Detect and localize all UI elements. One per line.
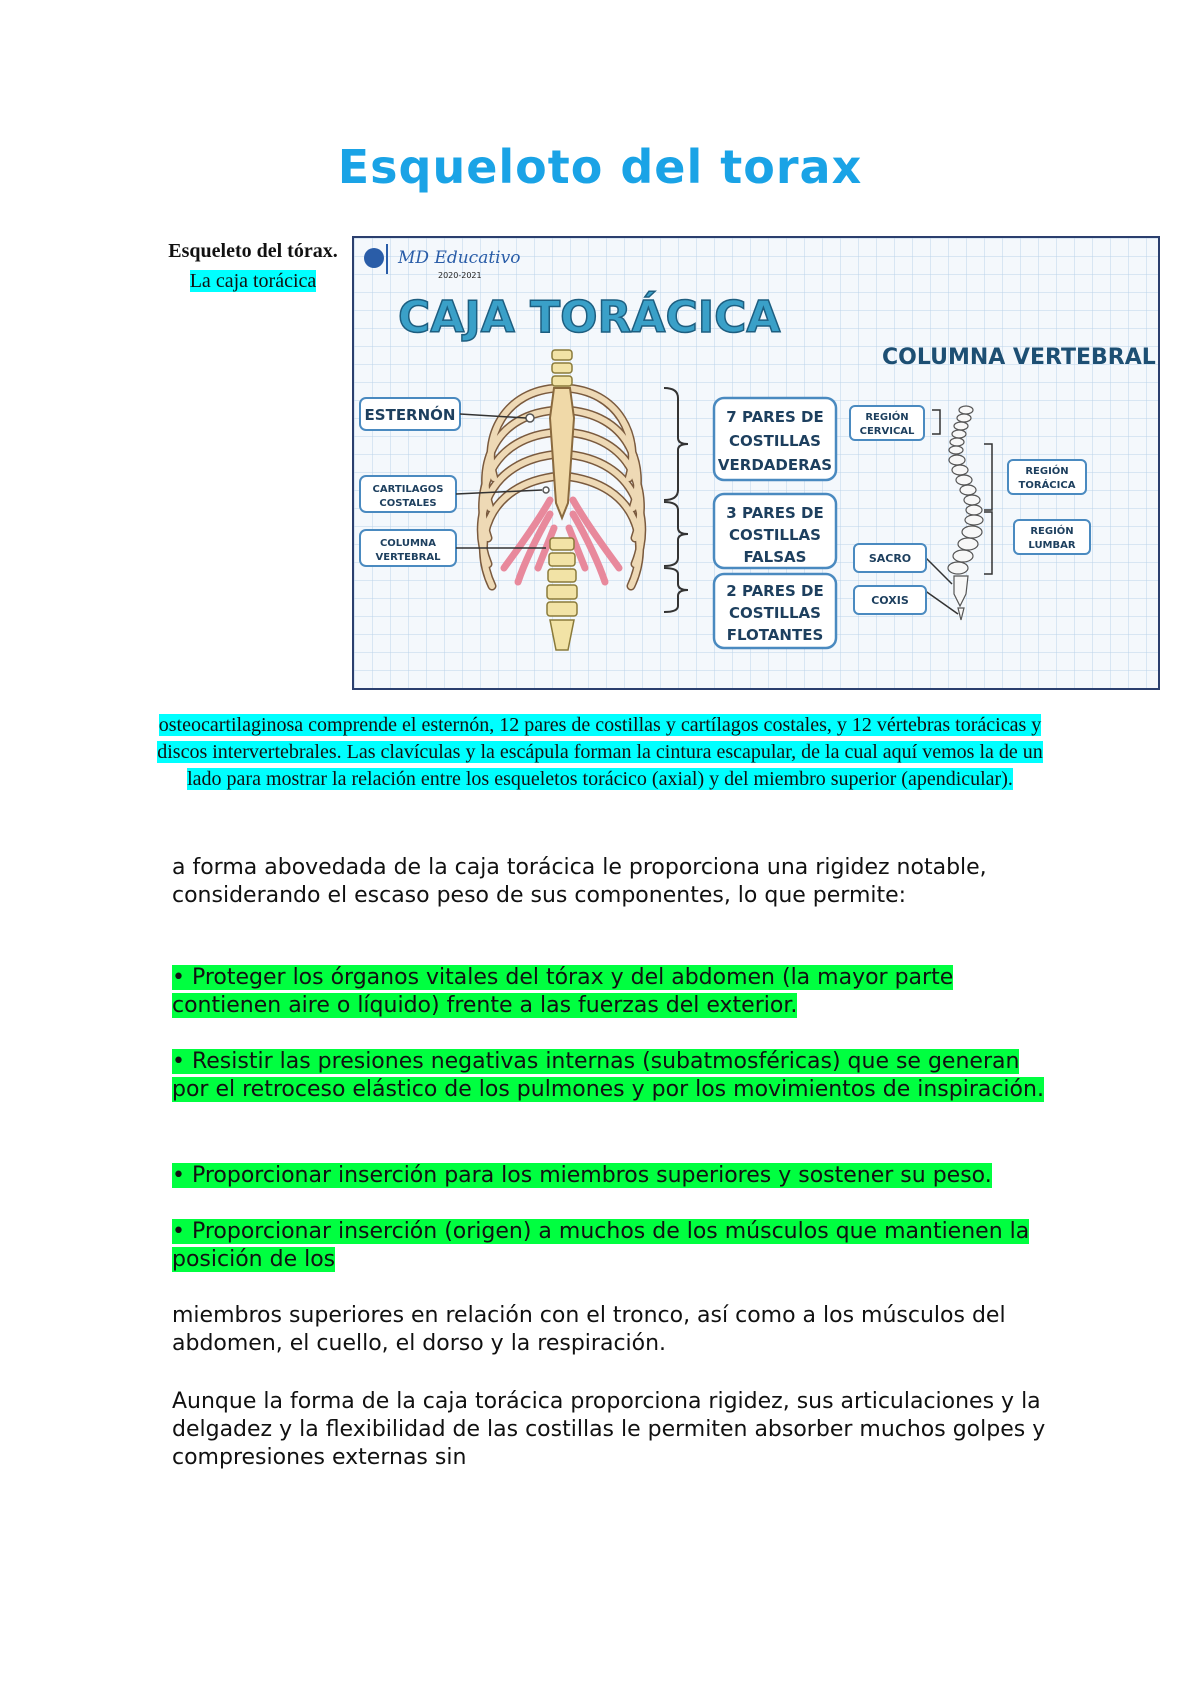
falsas-label-1: 3 PARES DE [726,504,824,522]
cartilagos-label-2: COSTALES [379,498,437,509]
flotantes-label-3: FLOTANTES [726,626,824,644]
closing-paragraph [172,1388,1052,1472]
rib-cage-infographic [352,236,1160,690]
lumbar-label-2: LUMBAR [1028,540,1076,551]
page-title: Esqueloto del torax [337,140,863,194]
continuation-paragraph [172,1302,1052,1358]
sacro-label: SACRO [868,552,912,565]
coxis-label: COXIS [871,594,909,607]
continuation-text: miembros superiores en relación con el tronco, así como a los músculos del abdomen, el cuello, el dorso y la respiración. [172,1303,1006,1356]
side-caption-highlight: La caja torácica [189,270,317,292]
figure-caption [150,712,1050,793]
verdaderas-label-1: 7 PARES DE [726,408,824,426]
bullet-1-text: • Proteger los órganos vitales del tórax y del abdomen (la mayor parte contienen aire o líquido) frente a las fuerzas del exterior. [172,965,954,1018]
intro-text: a forma abovedada de la caja torácica le proporciona una rigidez notable, considerando el escaso peso de sus componentes, lo que permite: [172,855,987,908]
columna-label-2: VERTEBRAL [375,552,441,563]
flotantes-label-2: COSTILLAS [729,604,821,622]
side-caption [168,236,338,296]
esternon-label: ESTERNÓN [364,406,456,424]
falsas-label-3: FALSAS [743,548,807,566]
toracica-label-1: REGIÓN [1025,466,1069,477]
infographic-canvas [354,238,1158,688]
verdaderas-label-2: COSTILLAS [729,432,821,450]
logo-years: 2020-2021 [438,271,482,280]
infographic-title: CAJA TORÁCICA [398,292,781,343]
side-caption-bold: Esqueleto del tórax. [168,240,338,262]
logo-text: MD Educativo [398,248,521,268]
cervical-label-1: REGIÓN [865,412,909,423]
bullet-2-text: • Resistir las presiones negativas internas (subatmosféricas) que se generan por el retroceso elástico de los pulmones y por los movimientos de inspiración. [172,1049,1044,1102]
intro-paragraph [172,854,1052,910]
closing-text: Aunque la forma de la caja torácica proporciona rigidez, sus articulaciones y la delgadez y la flexibilidad de las costillas le permiten absorber muchos golpes y compresiones externas sin [172,1389,1046,1470]
spine-title: COLUMNA VERTEBRAL [882,345,1156,370]
bullet-4-text: • Proporcionar inserción (origen) a muchos de los músculos que mantienen la posición de los [172,1219,1030,1272]
figure-caption-text: osteocartilaginosa comprende el esternón, 12 pares de costillas y cartílagos costales, y 12 vértebras torácicas y discos intervertebrales. Las clavículas y la escápula forman la cintura escapular, de la cual aquí vemos la de un lado para mostrar la relación entre los esqueletos torácico (axial) y del miembro superior (apendicular). [157,714,1043,790]
bullet-2 [172,1048,1052,1104]
columna-label-1: COLUMNA [379,538,437,549]
toracica-label-2: TORÁCICA [1018,480,1076,491]
bullet-4 [172,1218,1052,1274]
bullet-1 [172,964,1052,1020]
verdaderas-label-3: VERDADERAS [717,456,833,474]
cervical-label-2: CERVICAL [859,426,915,437]
falsas-label-2: COSTILLAS [729,526,821,544]
bullet-3-text: • Proporcionar inserción para los miembros superiores y sostener su peso. [172,1163,992,1188]
cartilagos-label-1: CARTILAGOS [372,484,444,495]
flotantes-label-1: 2 PARES DE [726,582,824,600]
lumbar-label-1: REGIÓN [1030,526,1074,537]
bullet-3 [172,1162,1052,1190]
